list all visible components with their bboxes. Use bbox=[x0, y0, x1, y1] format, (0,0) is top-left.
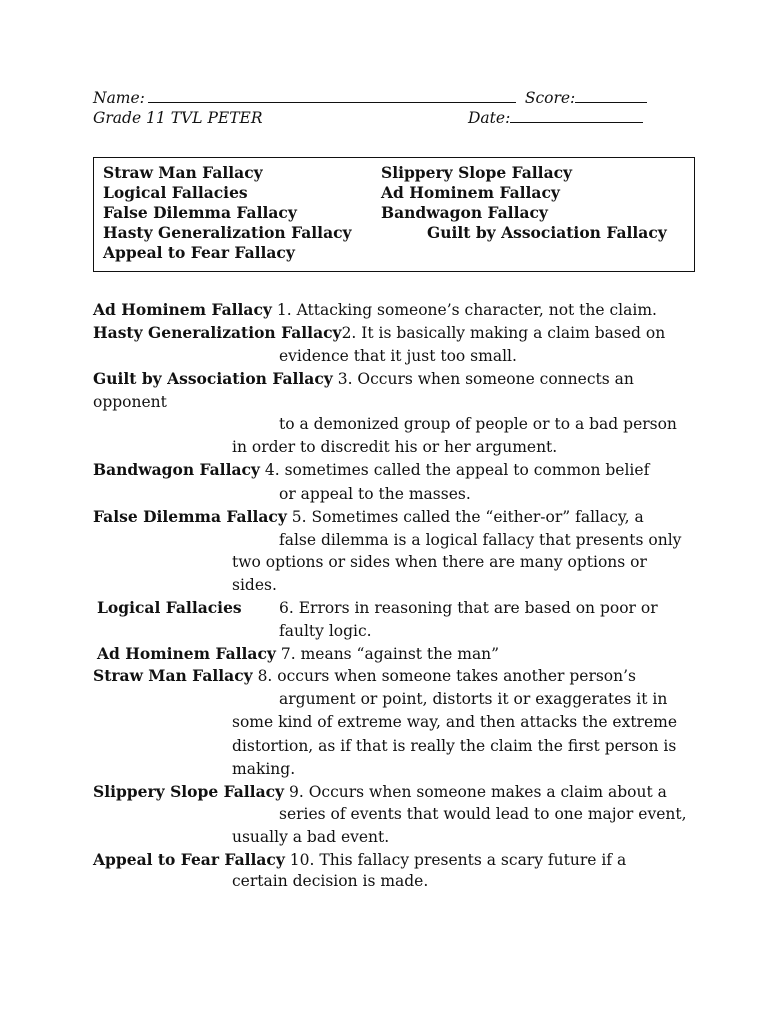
question-8-line: distortion, as if that is really the claim the first person is bbox=[232, 737, 677, 755]
question-7-text: 7. means “against the man” bbox=[275, 645, 500, 663]
question-2-text: 2. It is basically making a claim based on bbox=[341, 324, 666, 342]
word-bank-item: Logical Fallacies bbox=[103, 183, 248, 202]
question-8-line: making. bbox=[232, 760, 296, 778]
question-8 bbox=[93, 666, 636, 686]
question-9-text: 9. Occurs when someone makes a claim about a bbox=[284, 783, 667, 801]
question-10-line: certain decision is made. bbox=[232, 872, 429, 890]
question-1 bbox=[93, 300, 657, 320]
word-bank-item: Appeal to Fear Fallacy bbox=[103, 243, 295, 262]
word-bank-item: Straw Man Fallacy bbox=[103, 163, 263, 182]
question-8-line: argument or point, distorts it or exaggerates it in bbox=[279, 690, 668, 708]
answer-2: Hasty Generalization Fallacy bbox=[93, 323, 342, 342]
answer-1: Ad Hominem Fallacy bbox=[93, 300, 272, 319]
question-6-line: faulty logic. bbox=[279, 622, 372, 640]
question-4-line: or appeal to the masses. bbox=[279, 485, 471, 503]
name-row bbox=[93, 88, 647, 108]
question-3-line: opponent bbox=[93, 393, 167, 411]
word-bank-item: Ad Hominem Fallacy bbox=[381, 183, 560, 202]
score-blank[interactable] bbox=[575, 88, 647, 103]
question-5-line: false dilemma is a logical fallacy that presents only bbox=[279, 531, 682, 549]
question-2-line: evidence that it just too small. bbox=[279, 347, 517, 365]
question-9 bbox=[93, 782, 667, 802]
answer-5: False Dilemma Fallacy bbox=[93, 507, 287, 526]
question-9-line: usually a bad event. bbox=[232, 828, 390, 846]
word-bank-item: False Dilemma Fallacy bbox=[103, 203, 297, 222]
class-label: Grade 11 TVL PETER bbox=[93, 109, 263, 127]
question-5 bbox=[93, 507, 644, 527]
question-8-line: some kind of extreme way, and then attacks the extreme bbox=[232, 713, 678, 731]
answer-6: Logical Fallacies bbox=[97, 598, 242, 617]
word-bank-item: Bandwagon Fallacy bbox=[381, 203, 548, 222]
answer-10: Appeal to Fear Fallacy bbox=[93, 850, 285, 869]
word-bank-item: Slippery Slope Fallacy bbox=[381, 163, 573, 182]
date-row bbox=[468, 108, 643, 128]
answer-8: Straw Man Fallacy bbox=[93, 666, 253, 685]
word-bank-item: Guilt by Association Fallacy bbox=[427, 223, 667, 242]
question-3 bbox=[93, 369, 634, 389]
answer-3: Guilt by Association Fallacy bbox=[93, 369, 333, 388]
question-4-text: 4. sometimes called the appeal to common belief bbox=[259, 461, 650, 479]
question-6-text: 6. Errors in reasoning that are based on poor or bbox=[279, 599, 658, 617]
question-10 bbox=[93, 850, 626, 870]
question-7 bbox=[97, 644, 499, 664]
question-5-text: 5. Sometimes called the “either-or” fallacy, a bbox=[286, 508, 644, 526]
word-bank-item: Hasty Generalization Fallacy bbox=[103, 223, 352, 242]
question-4 bbox=[93, 460, 649, 480]
answer-4: Bandwagon Fallacy bbox=[93, 460, 260, 479]
question-3-line: to a demonized group of people or to a bad person bbox=[279, 415, 677, 433]
question-3-line: in order to discredit his or her argument. bbox=[232, 438, 558, 456]
score-label: Score: bbox=[524, 89, 576, 107]
question-8-text: 8. occurs when someone takes another person’s bbox=[252, 667, 637, 685]
date-blank[interactable] bbox=[510, 108, 643, 123]
question-9-line: series of events that would lead to one major event, bbox=[279, 805, 687, 823]
name-blank[interactable] bbox=[148, 88, 516, 103]
name-label: Name: bbox=[93, 89, 145, 107]
question-1-text: 1. Attacking someone’s character, not the claim. bbox=[271, 301, 657, 319]
date-label: Date: bbox=[468, 109, 511, 127]
question-10-text: 10. This fallacy presents a scary future if a bbox=[284, 851, 627, 869]
question-5-line: two options or sides when there are many options or bbox=[232, 553, 647, 571]
question-3-text: 3. Occurs when someone connects an bbox=[332, 370, 634, 388]
answer-9: Slippery Slope Fallacy bbox=[93, 782, 285, 801]
answer-7: Ad Hominem Fallacy bbox=[97, 644, 276, 663]
question-2 bbox=[93, 323, 665, 343]
question-5-line: sides. bbox=[232, 576, 277, 594]
